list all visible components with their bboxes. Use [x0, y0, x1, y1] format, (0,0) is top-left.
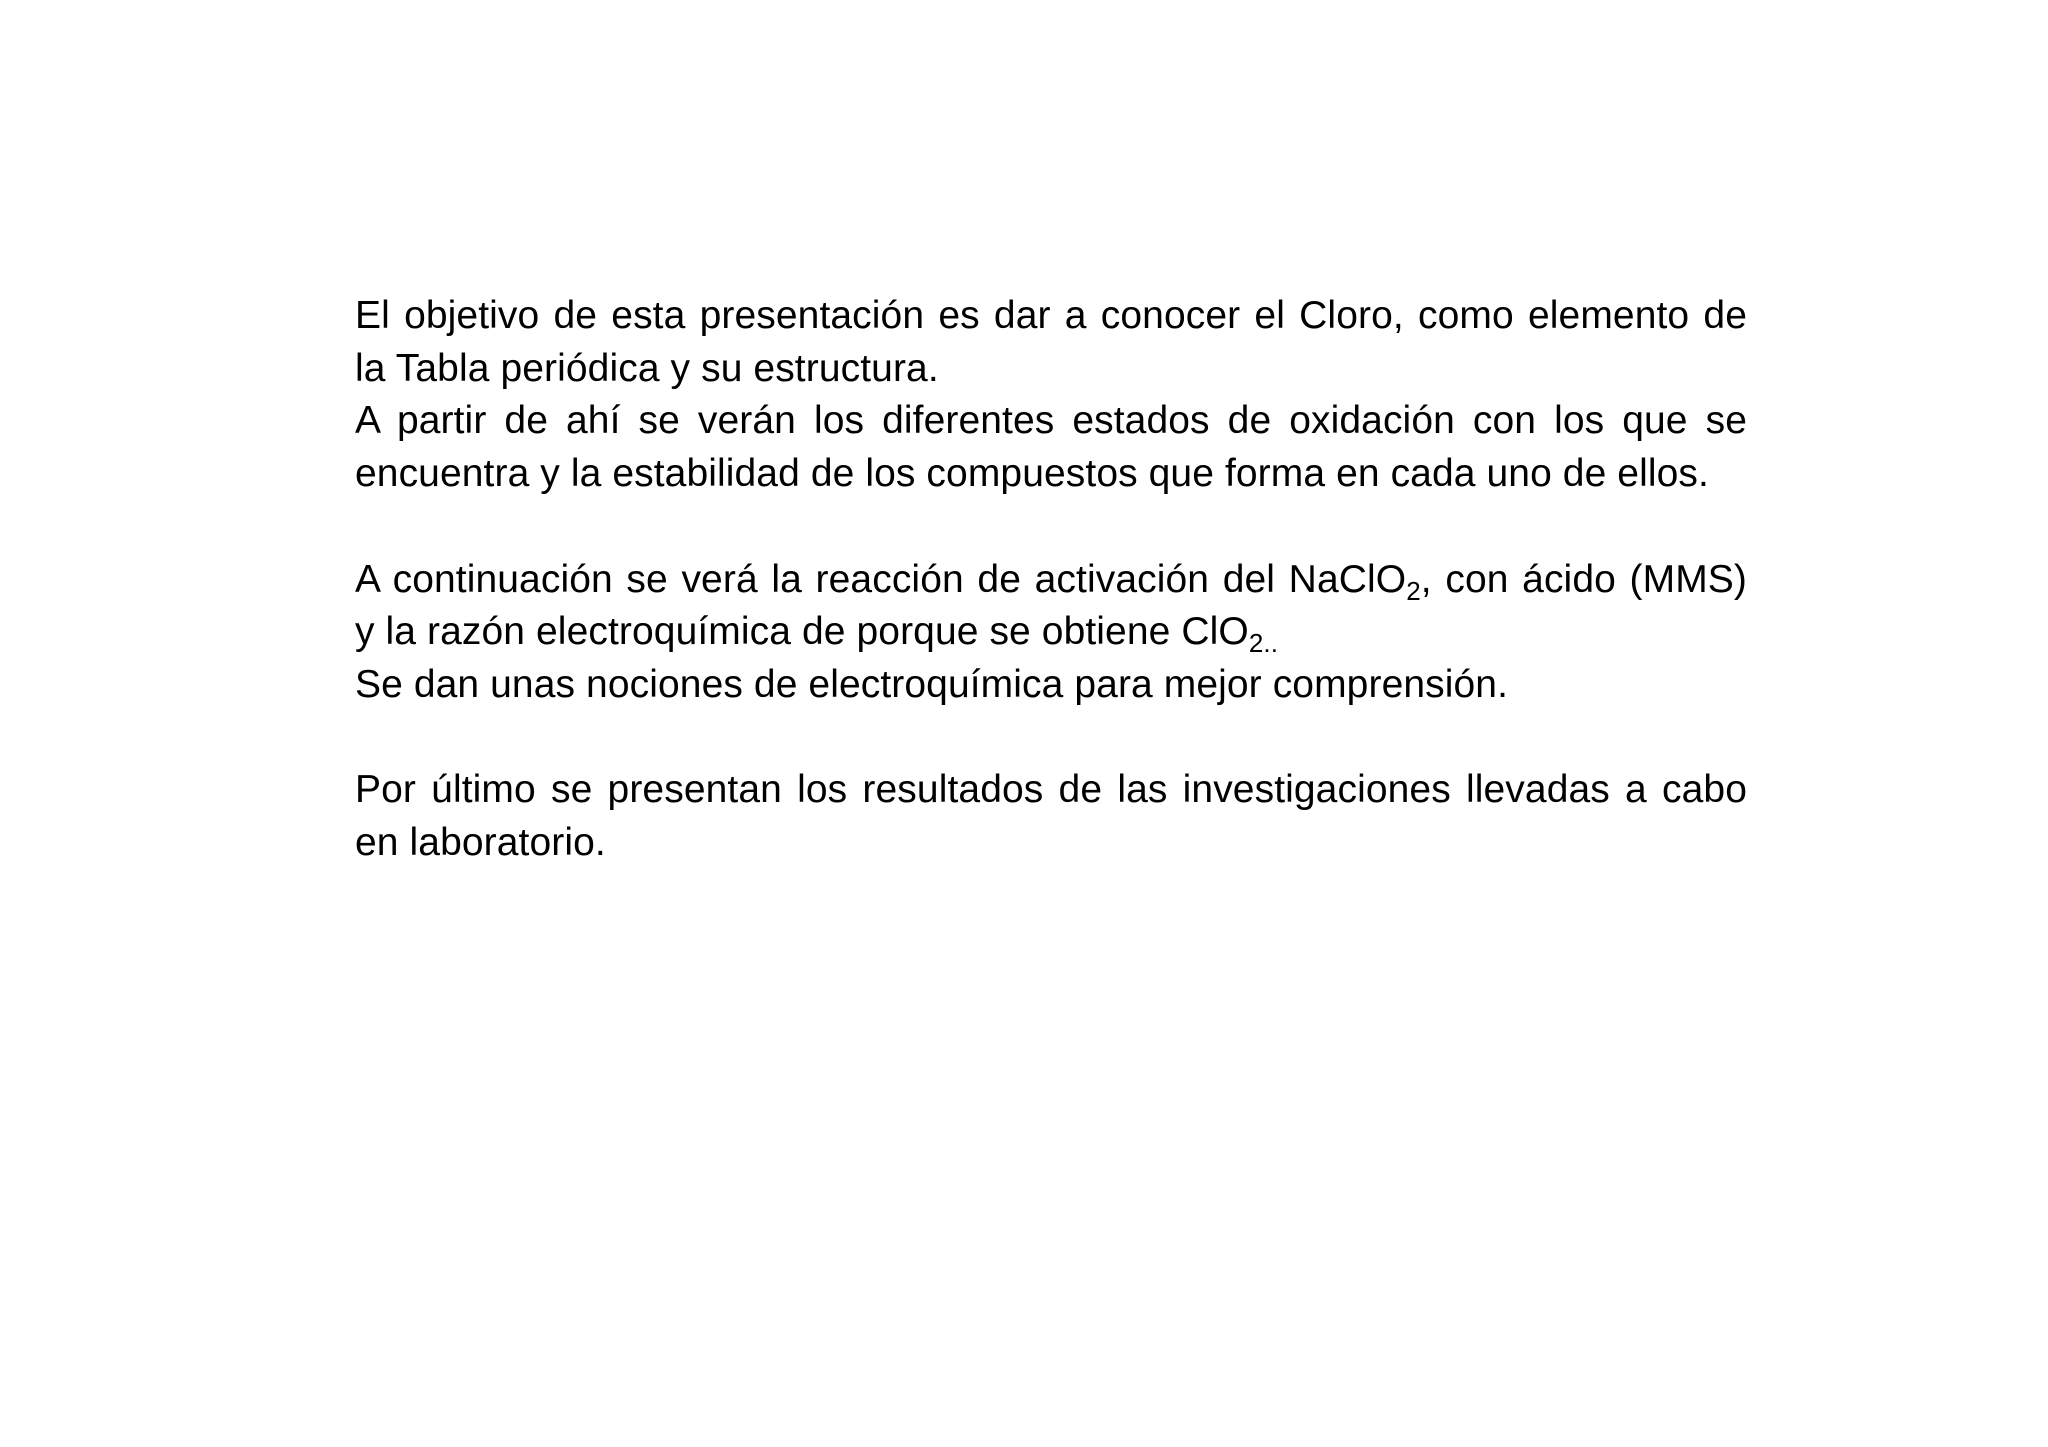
text-line: El objetivo de esta presentación es dar a conocer el Cloro, como elemento de [355, 294, 1747, 337]
text-line: Se dan unas nociones de electroquímica para mejor comprensión. [355, 662, 1509, 706]
paragraph-gap [355, 501, 1747, 554]
text-segment: , con ácido (MMS) [1420, 557, 1747, 601]
text-line: encuentra y la estabilidad de los compuestos que forma en cada uno de ellos. [355, 452, 1709, 496]
text-line: en laboratorio. [355, 821, 606, 864]
subscript: 2.. [1248, 628, 1279, 659]
text-line: la Tabla periódica y su estructura. [355, 346, 939, 390]
paragraph-objective [355, 290, 1747, 501]
text-line: Por último se presentan los resultados de las investigaciones llevadas a cabo [355, 768, 1747, 812]
text-line [355, 606, 1747, 659]
paragraph-activation [355, 554, 1747, 712]
slide-text-body [355, 290, 1747, 870]
text-line [355, 554, 1747, 607]
text-segment: A continuación se verá la reacción de activación del NaClO [355, 557, 1407, 601]
subscript: 2 [1406, 575, 1421, 606]
text-segment: y la razón electroquímica de porque se obtiene ClO [355, 610, 1249, 654]
paragraph-results [355, 764, 1747, 869]
text-line: A partir de ahí se verán los diferentes estados de oxidación con los que se [355, 399, 1747, 443]
paragraph-gap [355, 712, 1747, 765]
